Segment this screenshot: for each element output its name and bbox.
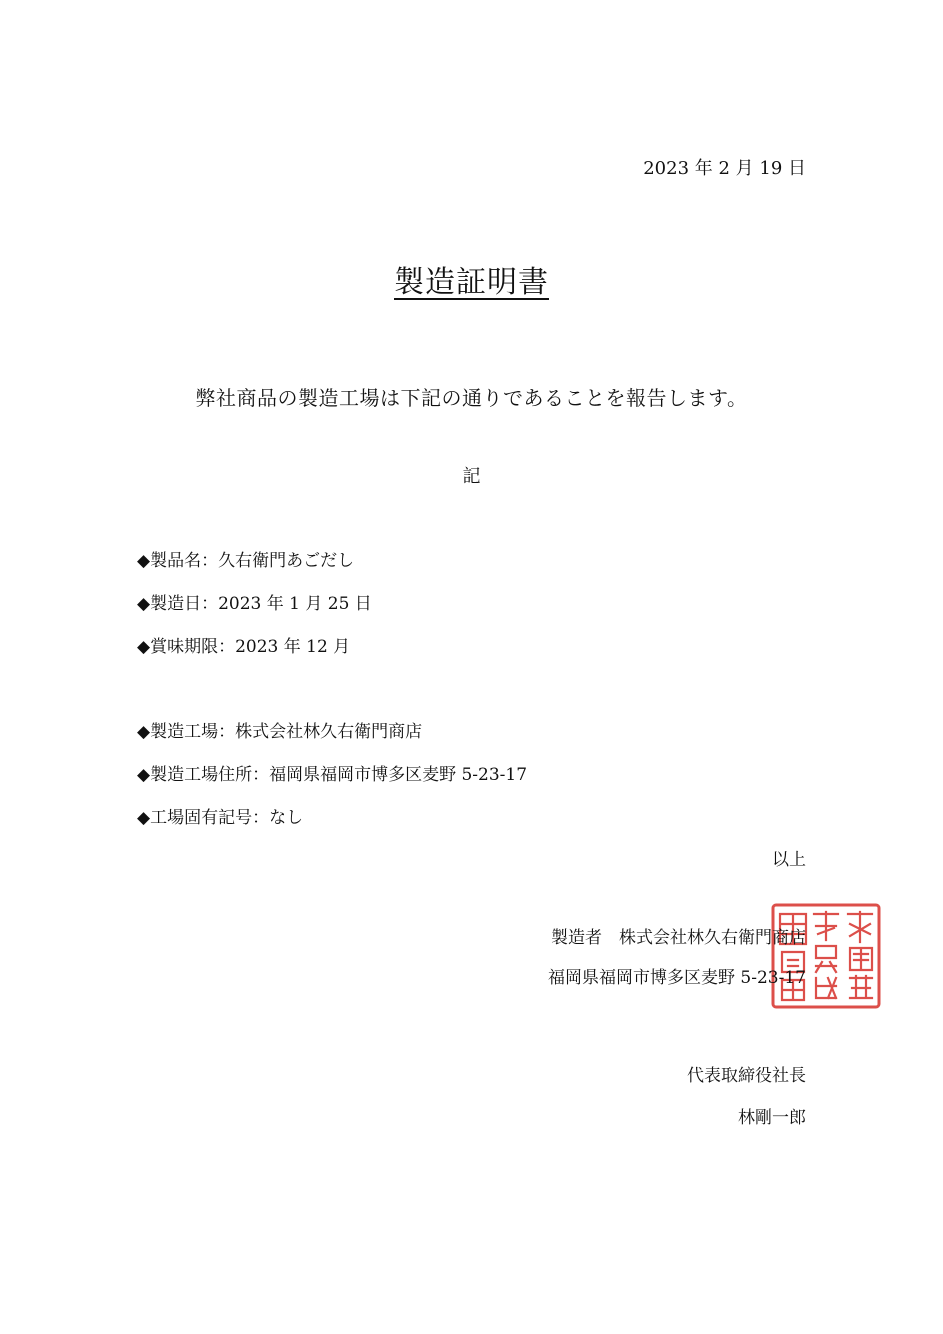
company-seal-stamp	[770, 902, 882, 1010]
document-date: 2023 年 2 月 19 日	[643, 158, 806, 179]
item-value: 2023 年 1 月 25 日	[218, 594, 372, 614]
signature-position: 代表取締役社長	[687, 1066, 806, 1086]
item-manufacture-date	[137, 596, 372, 613]
item-value: 福岡県福岡市博多区麦野 5-23-17	[269, 765, 528, 785]
signature-manufacturer: 製造者 株式会社林久右衛門商店	[551, 928, 806, 948]
item-value: 久右衛門あごだし	[218, 551, 355, 571]
item-value: なし	[269, 808, 304, 828]
ki-heading: 記	[462, 466, 481, 487]
item-value: 2023 年 12 月	[235, 637, 351, 657]
item-value: 株式会社林久右衛門商店	[235, 722, 423, 742]
item-product-name	[137, 553, 354, 570]
item-label: ◆工場固有記号：	[137, 808, 270, 828]
item-label: ◆製造工場住所：	[137, 765, 270, 785]
signature-address: 福岡県福岡市博多区麦野 5-23-17	[548, 968, 806, 988]
document-title	[0, 265, 943, 300]
intro-statement: 弊社商品の製造工場は下記の通りであることを報告します。	[195, 386, 748, 410]
item-label: ◆製造工場：	[137, 722, 236, 742]
document-title-text: 製造証明書	[394, 265, 549, 300]
item-label: ◆製品名：	[137, 551, 219, 571]
item-best-before	[137, 639, 350, 656]
item-factory-address	[137, 767, 527, 784]
signature-name: 林剛一郎	[738, 1108, 806, 1128]
item-factory-code	[137, 810, 303, 827]
item-factory	[137, 724, 422, 741]
item-label: ◆製造日：	[137, 594, 219, 614]
closing-mark: 以上	[772, 850, 806, 870]
item-label: ◆賞味期限：	[137, 637, 236, 657]
